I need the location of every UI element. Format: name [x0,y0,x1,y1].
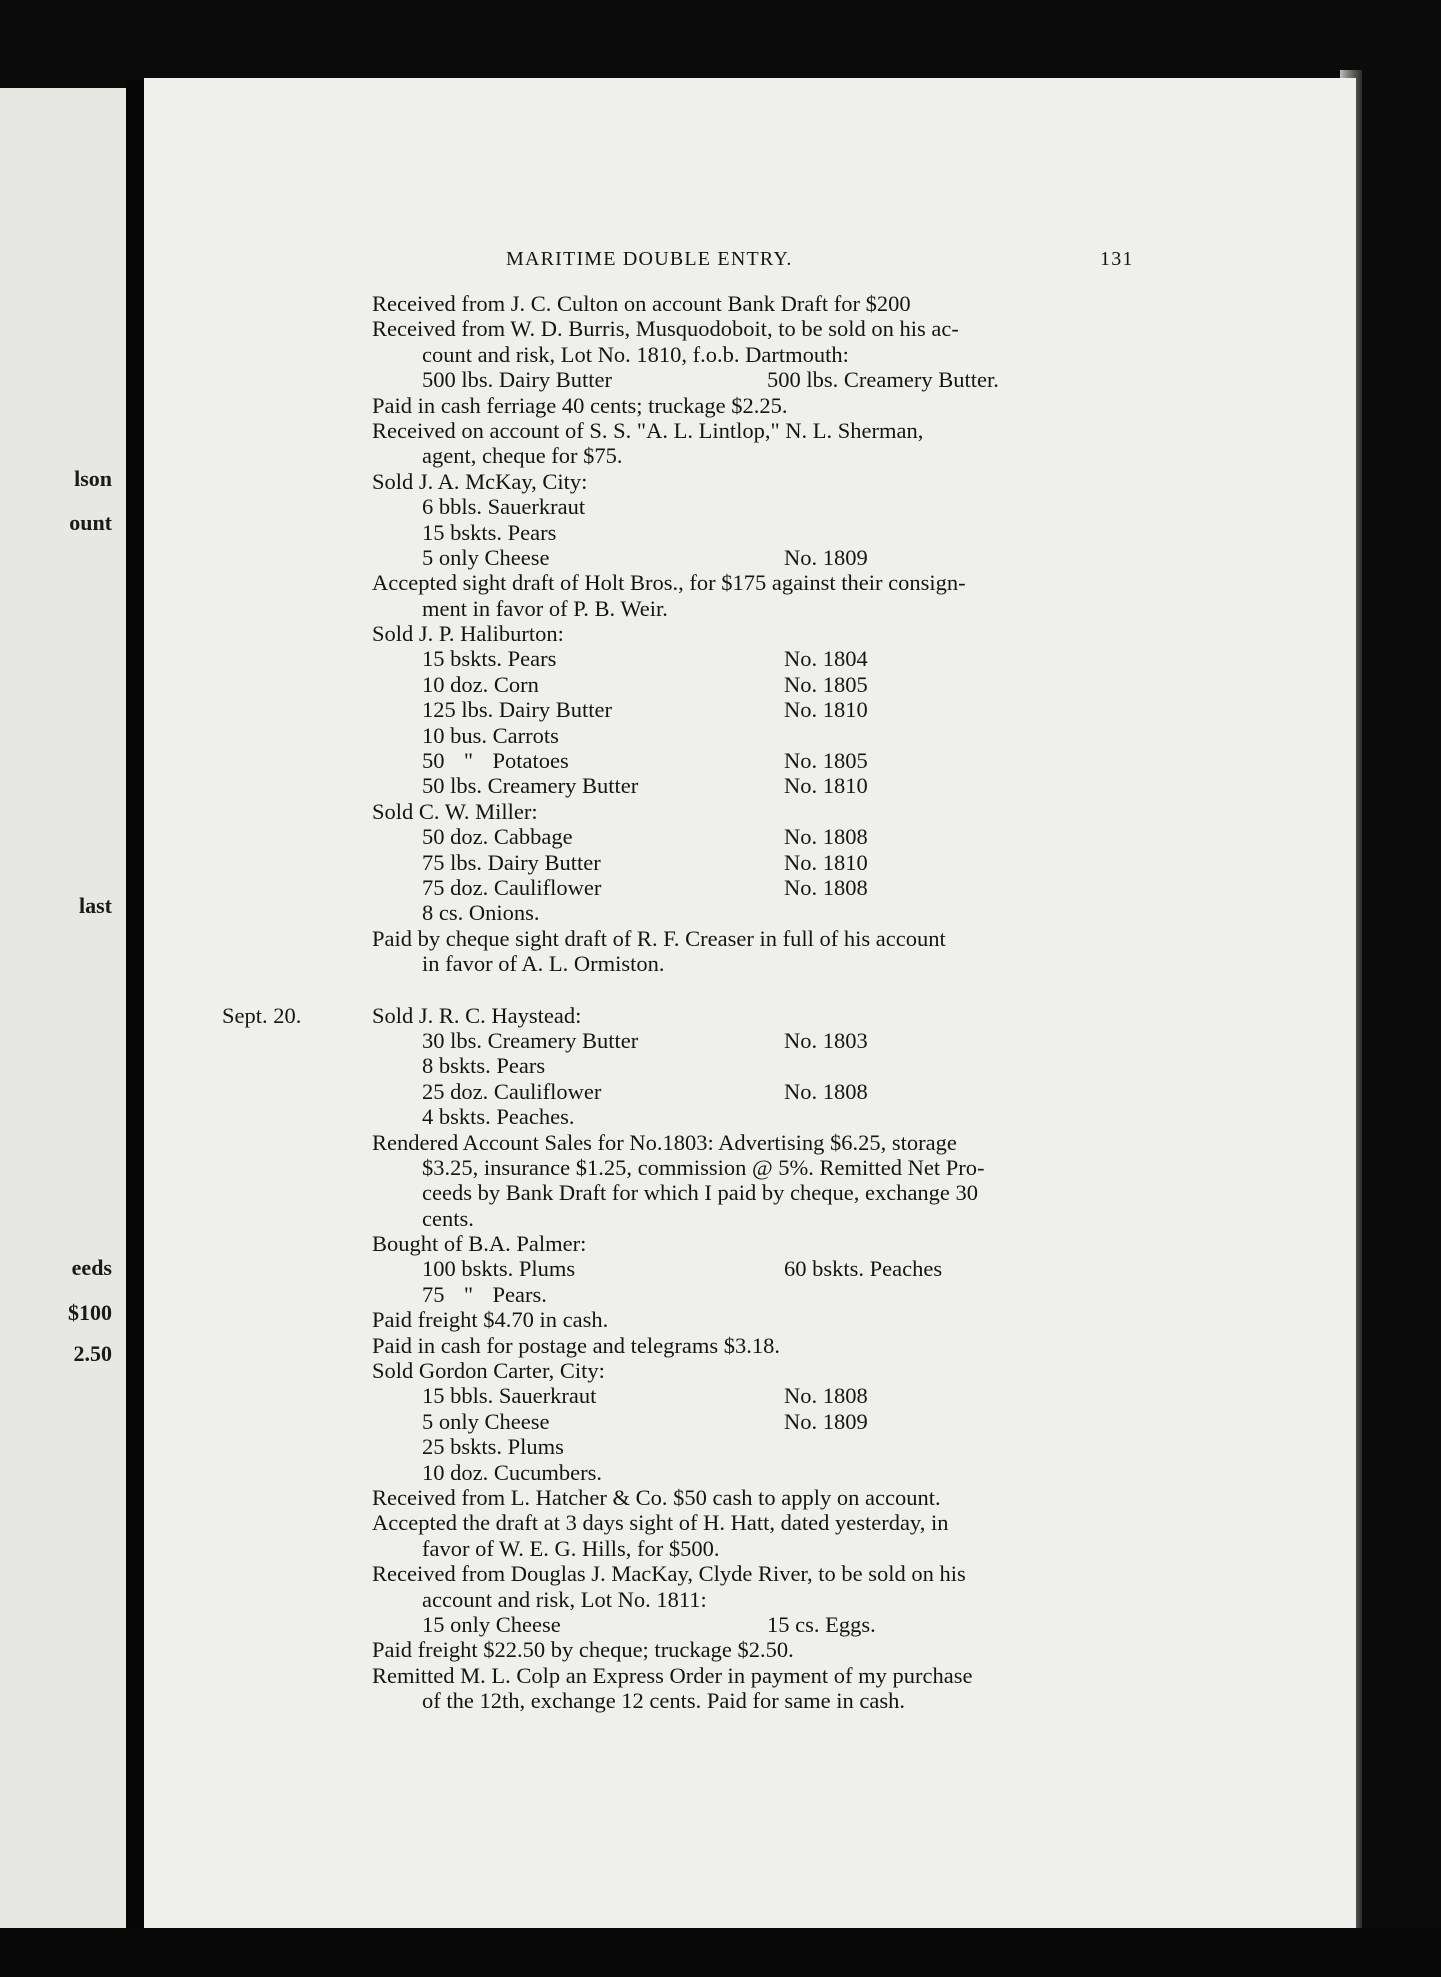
item-desc: 50 lbs. Creamery Butter [422,773,639,799]
item-desc: 15 cs. Eggs. [767,1611,876,1637]
facing-page-fragment: last [79,893,112,918]
entry-line: ceeds by Bank Draft for which I paid by cheque, exchange 30 [422,1180,979,1206]
item-desc: Potatoes [492,748,569,774]
entry-line: account and risk, Lot No. 1811: [422,1586,707,1612]
item-desc: 75 doz. Cauliflower [422,874,602,900]
item-desc: 50 doz. Cabbage [422,824,573,850]
facing-page-edge [0,88,128,1938]
entry-line: count and risk, Lot No. 1810, f.o.b. Dartmouth: [422,341,849,367]
entry-line: Sold Gordon Carter, City: [372,1358,605,1384]
item-desc: 5 only Cheese [422,544,550,570]
entry-item: 10 doz. Cucumbers. [422,1459,602,1485]
entry-line: Sold C. W. Miller: [372,798,538,824]
item-desc: 500 lbs. Dairy Butter [422,367,612,393]
entry-item [372,1079,1302,1104]
lot-number: No. 1804 [784,646,868,672]
entry-item: 8 bskts. Pears [422,1053,546,1079]
entry-item: 8 cs. Onions. [422,900,540,926]
entry-item [372,1409,1302,1434]
entry-line: favor of W. E. G. Hills, for $500. [422,1535,720,1561]
lot-number: No. 1810 [784,697,868,723]
lot-number: No. 1808 [784,1078,868,1104]
item-desc: 25 doz. Cauliflower [422,1078,602,1104]
lot-number: No. 1808 [784,1383,868,1409]
ditto-mark: " [463,748,474,774]
entry-item [372,773,1302,798]
entry-item: 15 bskts. Pears [422,519,557,545]
entry-item: 4 bskts. Peaches. [422,1104,575,1130]
entry-item: 25 bskts. Plums [422,1434,564,1460]
entry-item [372,824,1302,849]
entry-item [372,1383,1302,1408]
entry-item [372,697,1302,722]
entry-line: Rendered Account Sales for No.1803: Advertising $6.25, storage [372,1129,957,1155]
item-desc: 60 bskts. Peaches [784,1256,943,1282]
item-desc: 125 lbs. Dairy Butter [422,697,612,723]
item-qty: 50 [422,748,445,774]
entry-item: 6 bbls. Sauerkraut [422,494,586,520]
facing-page-fragment: ount [69,510,112,535]
lot-number: No. 1805 [784,671,868,697]
entry-item [372,1256,1302,1281]
entry-line: Received from J. C. Culton on account Bank Draft for $200 [372,291,911,316]
facing-page-fragment: eeds [71,1255,112,1280]
entry-line: ment in favor of P. B. Weir. [422,595,668,621]
lot-number: No. 1808 [784,824,868,850]
date-label: Sept. 20. [222,1002,302,1028]
lot-number: No. 1810 [784,849,868,875]
entry-line: Accepted sight draft of Holt Bros., for $175 against their consign- [372,570,966,596]
item-desc: Pears. [492,1281,547,1307]
item-desc: 15 bskts. Pears [422,646,557,672]
page-number: 131 [1100,248,1134,270]
item-desc: 100 bskts. Plums [422,1256,576,1282]
running-head: MARITIME DOUBLE ENTRY. [506,248,793,270]
book-spine [126,80,144,1950]
facing-page-fragment: $100 [68,1300,112,1325]
lot-number: No. 1810 [784,773,868,799]
item-desc: 500 lbs. Creamery Butter. [767,367,999,393]
entry-item [372,672,1302,697]
entry-line: Received from L. Hatcher & Co. $50 cash to apply on account. [372,1484,941,1510]
entry-text: Sold J. R. C. Haystead: [372,1002,582,1028]
book-page [144,78,1356,1928]
entry-line: $3.25, insurance $1.25, commission @ 5%. Remitted Net Pro- [422,1154,985,1180]
item-desc: 5 only Cheese [422,1408,550,1434]
item-qty: 75 [422,1281,445,1307]
entry-line: Paid by cheque sight draft of R. F. Creaser in full of his account [372,925,946,951]
entry-line: Accepted the draft at 3 days sight of H. Hatt, dated yesterday, in [372,1510,949,1536]
facing-page-fragment: 2.50 [73,1341,112,1366]
facing-page-fragment: lson [74,466,112,491]
entry-line: Paid in cash ferriage 40 cents; truckage $2.25. [372,392,788,418]
lot-number: No. 1808 [784,874,868,900]
entry-line: Remitted M. L. Colp an Express Order in payment of my purchase [372,1662,973,1688]
entry-item [372,748,1302,773]
lot-number: No. 1805 [784,748,868,774]
entry-line: Paid in cash for postage and telegrams $3.18. [372,1332,781,1358]
entry-line: in favor of A. L. Ormiston. [422,951,665,977]
entry-line: agent, cheque for $75. [422,443,623,469]
entry-item [372,545,1302,570]
entry-item [372,850,1302,875]
entry-line: cents. [422,1205,474,1231]
entry-item [372,875,1302,900]
scan-bottom-border [0,1928,1441,1977]
entry-line: Sold J. A. McKay, City: [372,468,588,494]
entry-item [372,367,1302,392]
entry-item [372,1282,1302,1307]
lot-number: No. 1809 [784,544,868,570]
entry-line: of the 12th, exchange 12 cents. Paid for same in cash. [422,1688,905,1714]
item-desc: 30 lbs. Creamery Butter [422,1027,639,1053]
entry-item [372,646,1302,671]
journal-entries [222,291,1302,1714]
item-desc: 15 bbls. Sauerkraut [422,1383,597,1409]
lot-number: No. 1809 [784,1408,868,1434]
entry-line: Sold J. P. Haliburton: [372,621,564,647]
entry-line [222,1002,1302,1028]
ditto-mark: " [463,1281,474,1307]
entry-item: 10 bus. Carrots [422,722,559,748]
entry-item [372,1028,1302,1053]
entry-line: Received from Douglas J. MacKay, Clyde River, to be sold on his [372,1561,966,1587]
entry-line: Received from W. D. Burris, Musquodoboit, to be sold on his ac- [372,316,959,342]
entry-line: Paid freight $22.50 by cheque; truckage $2.50. [372,1637,794,1663]
entry-line: Paid freight $4.70 in cash. [372,1307,609,1333]
item-desc: 10 doz. Corn [422,671,539,697]
lot-number: No. 1803 [784,1027,868,1053]
entry-line: Bought of B.A. Palmer: [372,1231,587,1257]
entry-line: Received on account of S. S. "A. L. Lintlop," N. L. Sherman, [372,417,924,443]
entry-item [372,1612,1302,1637]
item-desc: 15 only Cheese [422,1611,561,1637]
item-desc: 75 lbs. Dairy Butter [422,849,601,875]
